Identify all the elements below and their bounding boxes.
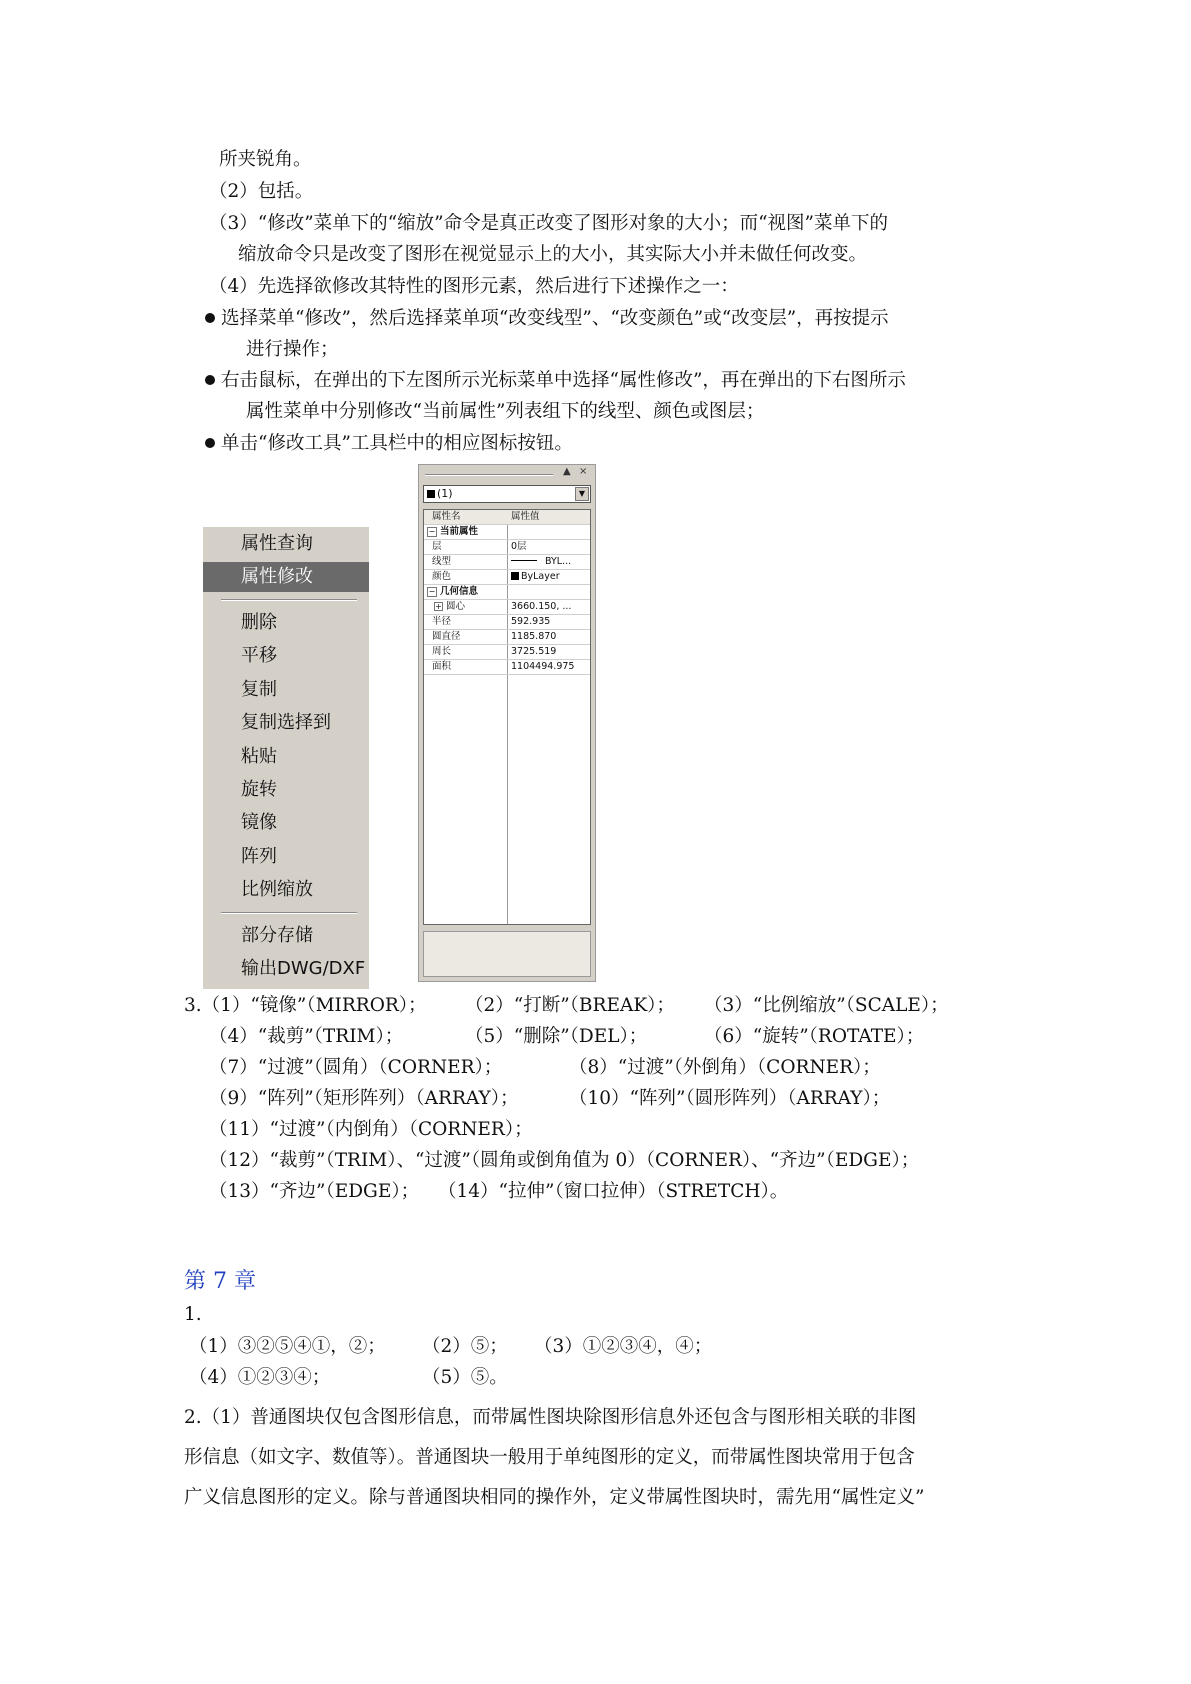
answer-item: （8）“过渡”（外倒角）（CORNER）； (569, 1057, 881, 1078)
text-line: （3）“修改”菜单下的“缩放”命令是真正改变了图形对象的大小；而“视图”菜单下的 (209, 213, 889, 234)
property-value: 0层 (511, 541, 527, 552)
bullet-icon (205, 313, 215, 323)
answer-item: （4）“裁剪”（TRIM）； (209, 1026, 404, 1047)
property-row[interactable] (424, 600, 590, 615)
paragraph-line: 形信息（如文字、数值等）。普通图块一般用于单纯图形的定义，而带属性图块常用于包含 (184, 1447, 915, 1468)
bullet-text: 单击“修改工具”工具栏中的相应图标按钮。 (221, 433, 573, 454)
group-label: 几何信息 (440, 586, 479, 597)
menu-item-move[interactable]: 平移 (241, 645, 277, 666)
text-line: 进行操作； (246, 339, 339, 360)
panel-titlebar (423, 467, 591, 481)
property-row[interactable] (424, 570, 590, 585)
menu-item-array[interactable]: 阵列 (241, 846, 277, 867)
property-row[interactable] (424, 540, 590, 555)
property-name: 面积 (432, 661, 452, 672)
bullet-icon (205, 375, 215, 385)
property-value: 1185.870 (511, 631, 557, 642)
menu-item-export-dwg[interactable]: 输出DWG/DXF (241, 958, 366, 979)
menu-item-copy[interactable]: 复制 (241, 679, 277, 700)
bullet-item (205, 307, 889, 331)
bullet-text: 选择菜单“修改”，然后选择菜单项“改变线型”、“改变颜色”或“改变层”，再按提示 (221, 308, 889, 329)
answer-item: （12）“裁剪”（TRIM）、“过渡”（圆角或倒角值为 0）（CORNER）、“齐边”（EDGE）； (209, 1150, 920, 1171)
linetype-sample (511, 560, 537, 561)
description-area (423, 931, 591, 977)
group-geometry[interactable] (424, 585, 590, 600)
menu-item-partial-save[interactable]: 部分存储 (241, 925, 313, 946)
property-row[interactable] (424, 630, 590, 645)
object-icon (427, 490, 435, 498)
answer-item: （3）“比例缩放”（SCALE）； (704, 995, 949, 1016)
menu-item-paste[interactable]: 粘贴 (241, 746, 277, 767)
collapse-icon[interactable]: − (428, 587, 436, 596)
property-name: 层 (432, 541, 442, 552)
property-value: 592.935 (511, 616, 551, 627)
property-name: 圆直径 (432, 631, 461, 642)
collapse-icon[interactable]: − (428, 527, 436, 536)
context-menu (203, 527, 369, 989)
menu-item-delete[interactable]: 删除 (241, 612, 277, 633)
col-header-name: 属性名 (432, 511, 461, 522)
drag-grip[interactable] (425, 474, 553, 476)
answer-item: （2）⑤； (422, 1336, 508, 1357)
bullet-icon (205, 438, 215, 448)
property-row[interactable] (424, 555, 590, 570)
answer-item: （1）③②⑤④①，②； (189, 1336, 386, 1357)
text-line: 缩放命令只是改变了图形在视觉显示上的大小，其实际大小并未做任何改变。 (238, 244, 868, 265)
menu-separator (221, 599, 357, 601)
close-icon[interactable]: × (579, 466, 588, 477)
property-name: 圆心 (446, 601, 466, 612)
chevron-down-icon[interactable]: ▼ (575, 487, 589, 501)
property-value: 3660.150, ... (511, 601, 572, 612)
paragraph-line: 2.（1）普通图块仅包含图形信息，而带属性图块除图形信息外还包含与图形相关联的非图 (184, 1407, 917, 1428)
object-select-dropdown[interactable] (423, 485, 591, 503)
menu-item-mirror[interactable]: 镜像 (241, 812, 277, 833)
text-line: 属性菜单中分别修改“当前属性”列表组下的线型、颜色或图层； (246, 401, 765, 422)
property-row[interactable] (424, 660, 590, 675)
text-line: 所夹锐角。 (219, 149, 312, 170)
collapse-icon[interactable]: ▲ (563, 466, 571, 477)
answer-item: （5）⑤。 (422, 1367, 508, 1388)
text-line: （4）先选择欲修改其特性的图形元素，然后进行下述操作之一： (209, 276, 739, 297)
col-header-value: 属性值 (511, 511, 540, 522)
menu-item-copy-to[interactable]: 复制选择到 (241, 712, 331, 733)
property-value: 1104494.975 (511, 661, 575, 672)
bullet-item (205, 432, 573, 456)
answer-item: 3.（1）“镜像”（MIRROR）； (184, 995, 427, 1016)
answer-item: （3）①②③④，④； (534, 1336, 713, 1357)
menu-item-property-modify[interactable]: 属性修改 (203, 562, 369, 592)
property-name: 颜色 (432, 571, 452, 582)
answer-item: （2）“打断”（BREAK）； (465, 995, 675, 1016)
property-name: 周长 (432, 646, 452, 657)
paragraph-line: 广义信息图形的定义。除与普通图块相同的操作外，定义带属性图块时，需先用“属性定义” (184, 1487, 925, 1508)
menu-item-scale[interactable]: 比例缩放 (241, 879, 313, 900)
properties-panel (418, 464, 596, 982)
property-name: 线型 (432, 556, 452, 567)
answer-item: （6）“旋转”（ROTATE）； (704, 1026, 925, 1047)
chapter-heading: 第 7 章 (184, 1269, 256, 1294)
property-row[interactable] (424, 645, 590, 660)
group-current-props[interactable] (424, 525, 590, 540)
property-value: ByLayer (511, 570, 560, 583)
bullet-item (205, 369, 906, 393)
property-name: 半径 (432, 616, 452, 627)
expand-icon[interactable]: + (435, 602, 442, 611)
property-value: 3725.519 (511, 646, 557, 657)
color-swatch-icon (511, 572, 519, 580)
answer-item: （13）“齐边”（EDGE）； (209, 1181, 420, 1202)
menu-separator (221, 912, 357, 914)
menu-item-property-query[interactable]: 属性查询 (241, 533, 313, 554)
menu-item-rotate[interactable]: 旋转 (241, 779, 277, 800)
answer-item: （11）“过渡”（内倒角）（CORNER）； (209, 1119, 533, 1140)
answer-item: （7）“过渡”（圆角）（CORNER）； (209, 1057, 503, 1078)
property-grid (423, 509, 591, 925)
question-number: 1. (184, 1304, 202, 1325)
answer-item: （14）“拉伸”（窗口拉伸）（STRETCH）。 (438, 1181, 789, 1202)
answer-item: （5）“删除”（DEL）； (465, 1026, 648, 1047)
group-label: 当前属性 (440, 526, 479, 537)
answer-item: （9）“阵列”（矩形阵列）（ARRAY）； (209, 1088, 519, 1109)
grid-header (424, 510, 590, 525)
bullet-text: 右击鼠标，在弹出的下左图所示光标菜单中选择“属性修改”，再在弹出的下右图所示 (221, 370, 906, 391)
text-line: （2）包括。 (209, 181, 314, 202)
combo-value: (1) (437, 487, 453, 500)
answer-item: （10）“阵列”（圆形阵列）（ARRAY）； (569, 1088, 891, 1109)
property-value: BYL... (511, 555, 571, 568)
property-row[interactable] (424, 615, 590, 630)
answer-item: （4）①②③④； (189, 1367, 331, 1388)
